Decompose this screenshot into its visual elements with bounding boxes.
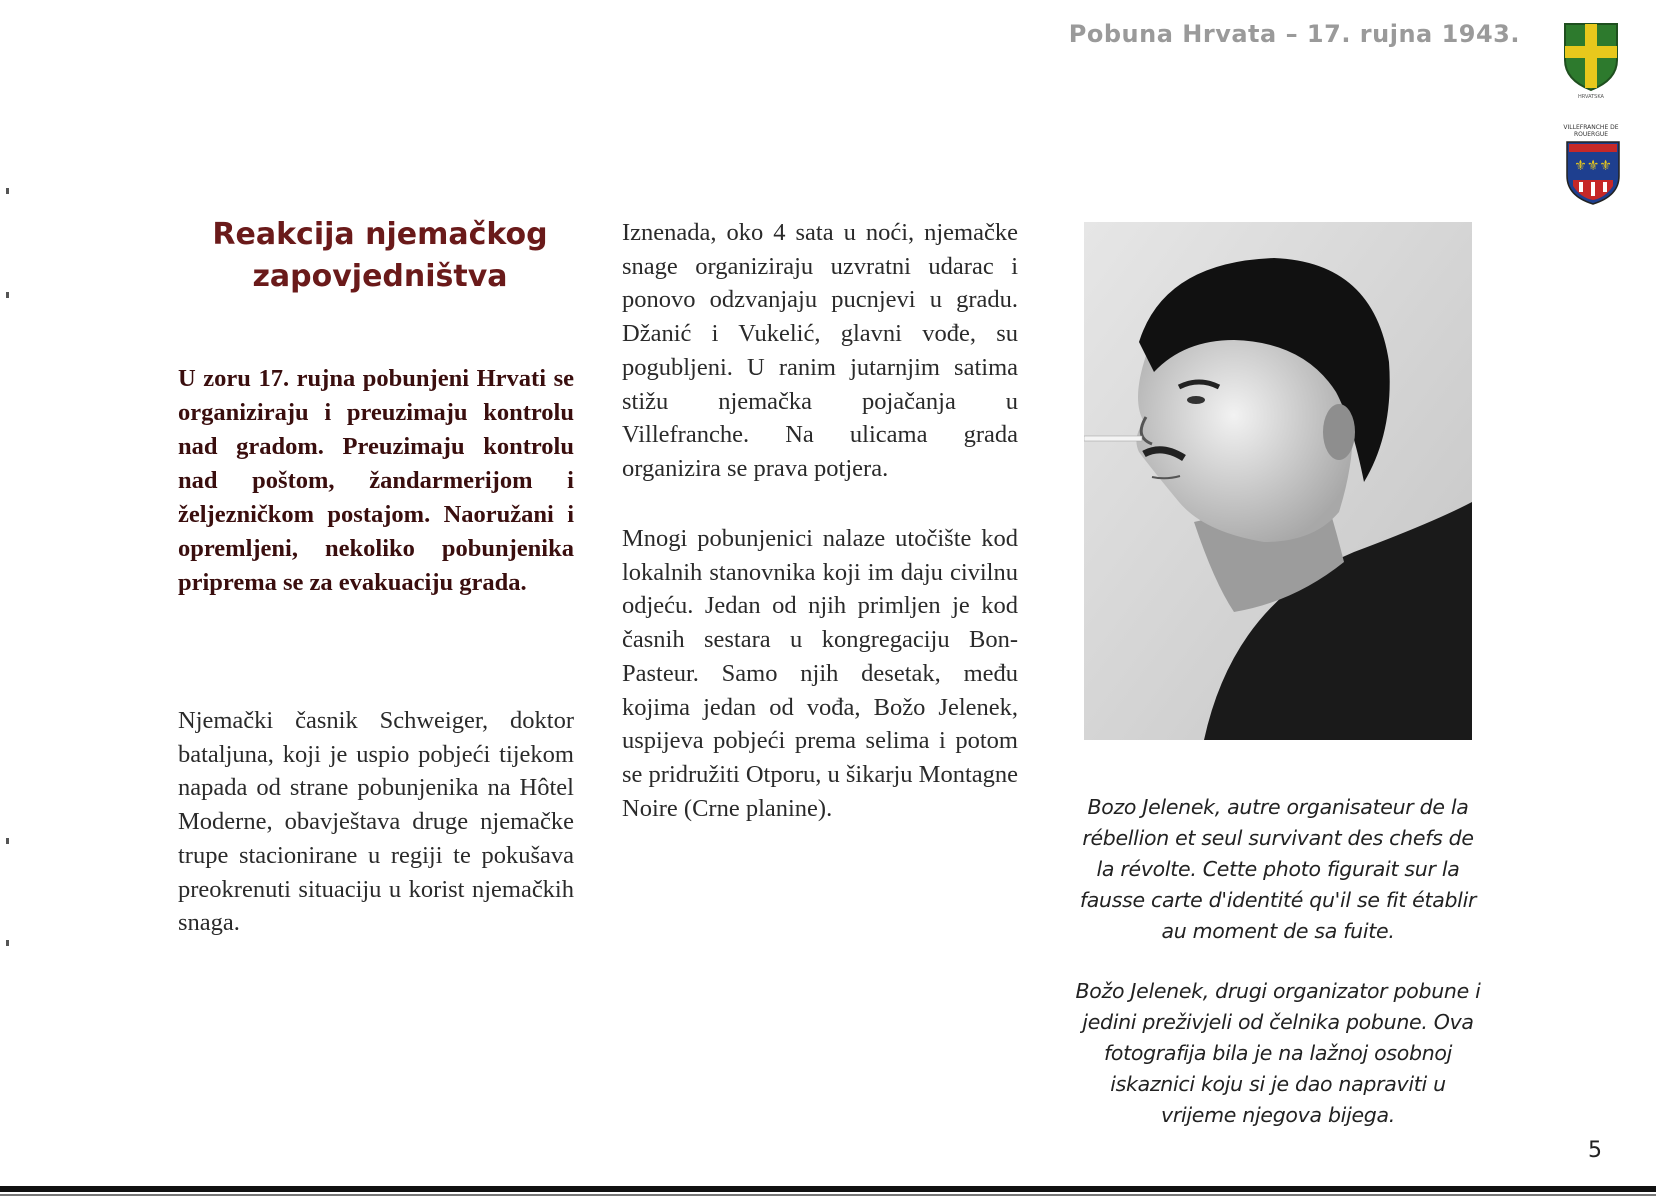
- scan-speck: [6, 188, 9, 194]
- scan-speck: [6, 292, 9, 298]
- svg-text:⚜⚜⚜: ⚜⚜⚜: [1574, 158, 1612, 174]
- crest-top-caption: HRVATSKA: [1578, 94, 1604, 100]
- middle-paragraph-1: Iznenada, oko 4 sata u noći, njemačke snage organiziraju uzvratni udarac i ponovo odzvanjaju pucnjevi u gradu. Džanić i Vukelić, glavni vođe, su pogubljeni. U ranim jutarnjim satima stižu njemačka pojačanja u Villefranche. Na ulicama grada organizira se prava potjera.: [622, 219, 1018, 482]
- scan-speck: [6, 838, 9, 844]
- villefranche-crest-icon: [1565, 140, 1621, 206]
- crest-bottom-caption: VILLEFRANCHE DE ROUERGUE: [1563, 124, 1619, 138]
- lead-paragraph: U zoru 17. rujna pobunjeni Hrvati se organiziraju i preuzimaju kontrolu nad gradom. Preuzimaju kontrolu nad poštom, žandarmerijom i željezničkom postajom. Naoružani i opremljeni, nekoliko pobunjenika priprema se za evakuaciju grada.: [178, 365, 574, 596]
- middle-paragraph-2: Mnogi pobunjenici nalaze utočište kod lokalnih stanovnika koji im daju civilnu odjeću. Jedan od njih primljen je kod časnih sestara u kongregaciju Bon-Pasteur. Samo njih desetak, među kojima jedan od vođa, Božo Jelenek, uspijeva pobjeći prema selima i potom se pridružiti Otporu, u šikarju Montagne Noire (Crne planine).: [622, 525, 1019, 822]
- section-heading-line1: Reakcija njemačkog: [212, 217, 548, 252]
- section-heading-line2: zapovjedništva: [252, 259, 508, 294]
- croatian-crest-icon: [1563, 22, 1619, 92]
- portrait-photo: [1084, 222, 1472, 740]
- scan-speck: [6, 940, 9, 946]
- caption-croatian: Božo Jelenek, drugi organizator pobune i jedini preživjeli od čelnika pobune. Ova fotografija bila je na lažnoj osobnoj iskaznici koju si je dao napraviti u vrijeme njegova bijega.: [1075, 979, 1481, 1127]
- page-number: 5: [1588, 1138, 1602, 1163]
- caption-french: Bozo Jelenek, autre organisateur de la rébellion et seul survivant des chefs de la révolte. Cette photo figurait sur la fausse carte d'identité qu'il se fit établir au moment de sa fuite.: [1079, 795, 1477, 943]
- section-heading: [180, 214, 580, 298]
- bottom-rule: [0, 1186, 1656, 1192]
- bottom-rule-thin: [0, 1194, 1656, 1196]
- running-header: Pobuna Hrvata – 17. rujna 1943.: [1068, 20, 1520, 48]
- left-body-paragraph: Njemački časnik Schweiger, doktor bataljuna, koji je uspio pobjeći tijekom napada od strane pobunjenika na Hôtel Moderne, obavještava druge njemačke trupe stacionirane u regiji te pokušava preokrenuti situaciju u korist njemačkih snaga.: [178, 707, 574, 937]
